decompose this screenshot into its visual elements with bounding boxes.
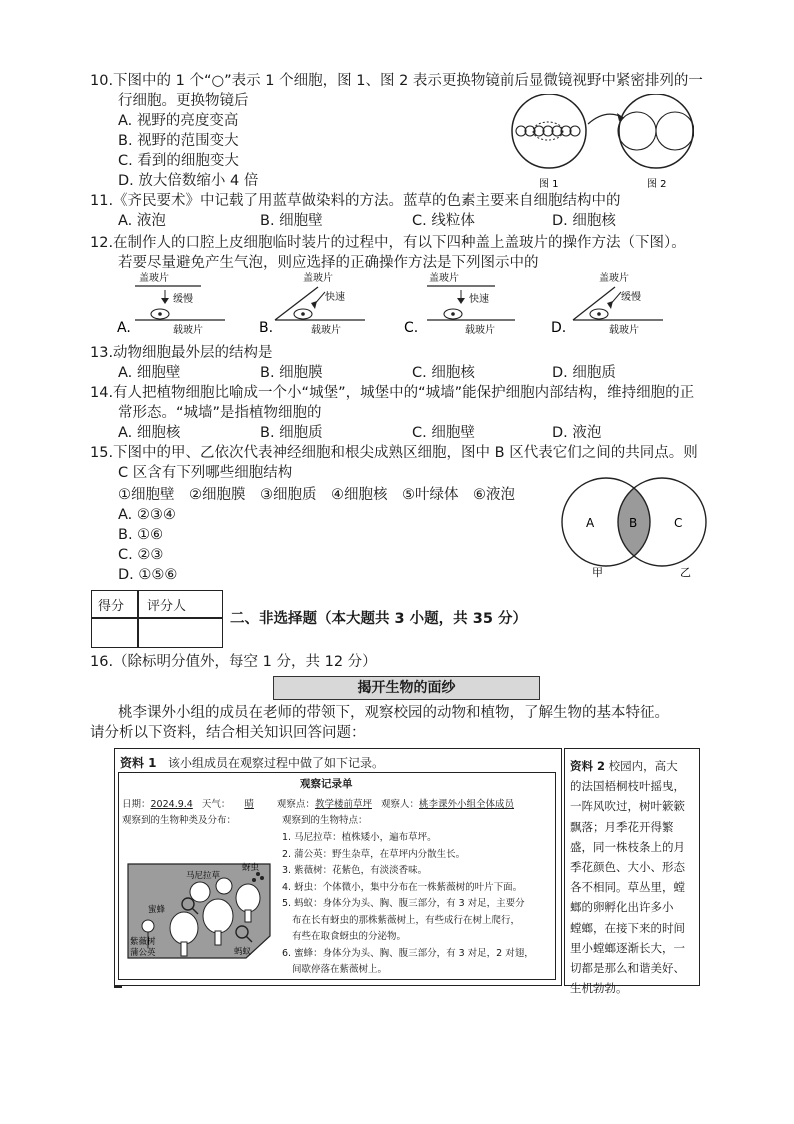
q15-option-b: B. ①⑥ <box>118 527 164 543</box>
q14-option-a: A. 细胞核 <box>118 425 181 441</box>
svg-text:B: B <box>629 516 638 530</box>
svg-text:载玻片: 载玻片 <box>173 325 203 336</box>
svg-text:快速: 快速 <box>469 294 489 305</box>
q11-option-c: C. 线粒体 <box>412 213 475 229</box>
q11-option-d: D. 细胞核 <box>552 213 616 229</box>
section2-title: 二、非选择题（本大题共 3 小题，共 35 分） <box>230 611 527 627</box>
field-of-view-2 <box>618 94 694 168</box>
svg-text:缓慢: 缓慢 <box>621 292 641 303</box>
q10-option-c: C. 看到的细胞变大 <box>118 153 239 169</box>
distribution-map <box>126 856 272 960</box>
material1-text: 该小组成员在观察过程中做了如下记录。 <box>168 756 385 770</box>
svg-text:蚂蚁: 蚂蚁 <box>234 947 252 957</box>
q15-stem-line1: 15.下图中的甲、乙依次代表神经细胞和根尖成熟区细胞，图中 B 区代表它们之间的共同点。则 <box>90 445 698 461</box>
feature-item: 1. 马尼拉草：植株矮小，遍布草坪。 <box>282 832 437 843</box>
q12-stem-line2: 若要尽量避免产生气泡，则应选择的正确操作方法是下列图示中的 <box>118 255 539 271</box>
svg-text:A.: A. <box>117 320 131 336</box>
q15-option-c: C. ②③ <box>118 547 164 563</box>
q14-option-d: D. 液泡 <box>552 425 602 441</box>
q10-option-a: A. 视野的亮度变高 <box>118 113 239 129</box>
svg-text:快速: 快速 <box>325 292 345 303</box>
q14-stem-line1: 14.有人把植物细胞比喻成一个小“城堡”，城堡中的“城墙”能保护细胞内部结构，维持细胞的正 <box>90 385 695 401</box>
svg-text:盖玻片: 盖玻片 <box>429 273 459 284</box>
fig2-label: 图 2 <box>647 179 667 190</box>
q10-stem-line2: 行细胞。更换物镜后 <box>118 93 249 109</box>
svg-text:B.: B. <box>259 320 274 336</box>
feature-item: 4. 蚜虫：个体微小，集中分布在一株紫薇树的叶片下面。 <box>282 881 523 893</box>
svg-text:蚜虫: 蚜虫 <box>242 863 260 873</box>
q12-stem-line1: 12.在制作人的口腔上皮细胞临时装片的过程中，有以下四种盖上盖玻片的操作方法（下图）。 <box>90 235 686 251</box>
q14-stem-line2: 常形态。“城墙”是指植物细胞的 <box>118 405 322 421</box>
svg-text:载玻片: 载玻片 <box>609 325 639 336</box>
svg-text:A: A <box>586 516 595 530</box>
svg-text:甲: 甲 <box>592 566 603 578</box>
q15-venn-diagram <box>560 476 710 578</box>
feature-item: 3. 紫薇树：花紫色，有淡淡香味。 <box>282 865 428 876</box>
q16-intro-line2: 请分析以下资料，结合相关知识回答问题： <box>90 725 366 741</box>
material1-label: 资料 1 <box>120 756 157 770</box>
svg-text:D.: D. <box>551 320 567 336</box>
q13-option-d: D. 细胞质 <box>552 365 616 381</box>
svg-text:C.: C. <box>404 320 419 336</box>
q13-option-b: B. 细胞膜 <box>260 365 323 381</box>
q16-stem: 16.（除标明分值外，每空 1 分，共 12 分） <box>90 654 377 670</box>
q11-option-b: B. 细胞壁 <box>260 213 323 229</box>
svg-text:蒲公英: 蒲公英 <box>130 948 156 958</box>
features-label: 观察到的生物特点： <box>282 815 368 826</box>
q10-option-d: D. 放大倍数缩小 4 倍 <box>118 173 259 189</box>
q15-option-a: A. ②③④ <box>118 507 176 523</box>
q15-stem-line2: C 区含有下列哪些细胞结构 <box>118 465 293 481</box>
q10-option-b: B. 视野的范围变大 <box>118 133 239 149</box>
q16-banner: 揭开生物的面纱 <box>273 676 540 700</box>
method-c <box>404 271 515 336</box>
method-b <box>259 271 365 336</box>
feature-item: 2. 蒲公英：野生杂草，在草坪内分散生长。 <box>282 848 466 860</box>
svg-text:盖玻片: 盖玻片 <box>599 273 629 284</box>
q16-intro-line1: 桃李课外小组的成员在老师的带领下，观察校园的动物和植物，了解生物的基本特征。 <box>118 705 669 721</box>
svg-text:盖玻片: 盖玻片 <box>303 273 333 284</box>
q10-stem-line1: 10.下图中的 1 个“○”表示 1 个细胞，图 1、图 2 表示更换物镜前后显微镜视野中紧密排列的一 <box>90 73 703 89</box>
feature-item: 布在长有蚜虫的那株紫薇树上，有些成行在树上爬行， <box>292 914 521 926</box>
score-label: 得分 <box>98 599 125 614</box>
q14-option-c: C. 细胞壁 <box>412 425 475 441</box>
q15-structure-list: ①细胞壁 ②细胞膜 ③细胞质 ④细胞核 ⑤叶绿体 ⑥液泡 <box>118 487 515 503</box>
q10-microscope-figure <box>506 94 694 190</box>
svg-text:载玻片: 载玻片 <box>311 325 341 336</box>
field-of-view-1 <box>512 94 586 168</box>
method-d <box>551 271 663 336</box>
svg-text:C: C <box>674 516 683 530</box>
q13-option-c: C. 细胞核 <box>412 365 475 381</box>
q11-stem: 11.《齐民要术》中记载了用蓝草做染料的方法。蓝草的色素主要来自细胞结构中的 <box>90 193 621 209</box>
svg-text:盖玻片: 盖玻片 <box>139 273 169 284</box>
feature-item: 有些在取食蚜虫的分泌物。 <box>292 931 407 942</box>
q15-option-d: D. ①⑤⑥ <box>118 567 178 583</box>
feature-item: 6. 蜜蜂：身体分为头、胸、腹三部分，有 3 对足，2 对翅， <box>282 947 534 959</box>
species-label: 观察到的生物种类及分布： <box>122 815 237 826</box>
fig1-label: 图 1 <box>539 179 559 190</box>
svg-text:紫薇树: 紫薇树 <box>130 937 156 947</box>
score-table <box>91 590 223 648</box>
q14-option-b: B. 细胞质 <box>260 425 323 441</box>
material2-text: 资料 2 校园内，高大 的法国梧桐枝叶摇曳， 一阵风吹过，树叶簌簌 飘落；月季花开得繁 盛，同一株枝条上的月 季花颜色、大小、形态 各不相同。草丛里，螳 螂的卵孵化出许多小 螳螂，在接下来的时间 里小螳螂逐渐长大，一 切都是那么和谐美好、 生机勃勃。 <box>570 759 685 996</box>
svg-text:蜜蜂: 蜜蜂 <box>148 905 166 915</box>
feature-item: 间歇停落在紫薇树上。 <box>292 964 388 975</box>
q11-option-a: A. 液泡 <box>118 213 166 229</box>
grader-label: 评分人 <box>147 599 187 614</box>
material2-label: 资料 2 <box>570 759 606 773</box>
q12-coverslip-figure <box>115 270 675 336</box>
features-list <box>282 830 534 979</box>
feature-item: 5. 蚂蚁：身体分为头、胸、腹三部分，有 3 对足，主要分 <box>282 898 525 909</box>
svg-text:缓慢: 缓慢 <box>173 294 193 305</box>
q13-stem: 13.动物细胞最外层的结构是 <box>90 345 273 361</box>
q13-option-a: A. 细胞壁 <box>118 365 181 381</box>
method-a <box>117 271 225 336</box>
sheet-date-row: 日期：2024.9.4 天气： 晴 观察点：教学楼前草坪 观察人：桃李课外小组全体成员 <box>122 799 515 810</box>
svg-text:乙: 乙 <box>680 566 691 578</box>
svg-text:载玻片: 载玻片 <box>465 325 495 336</box>
sheet-title: 观察记录单 <box>300 778 353 790</box>
svg-text:马尼拉草: 马尼拉草 <box>186 871 221 881</box>
